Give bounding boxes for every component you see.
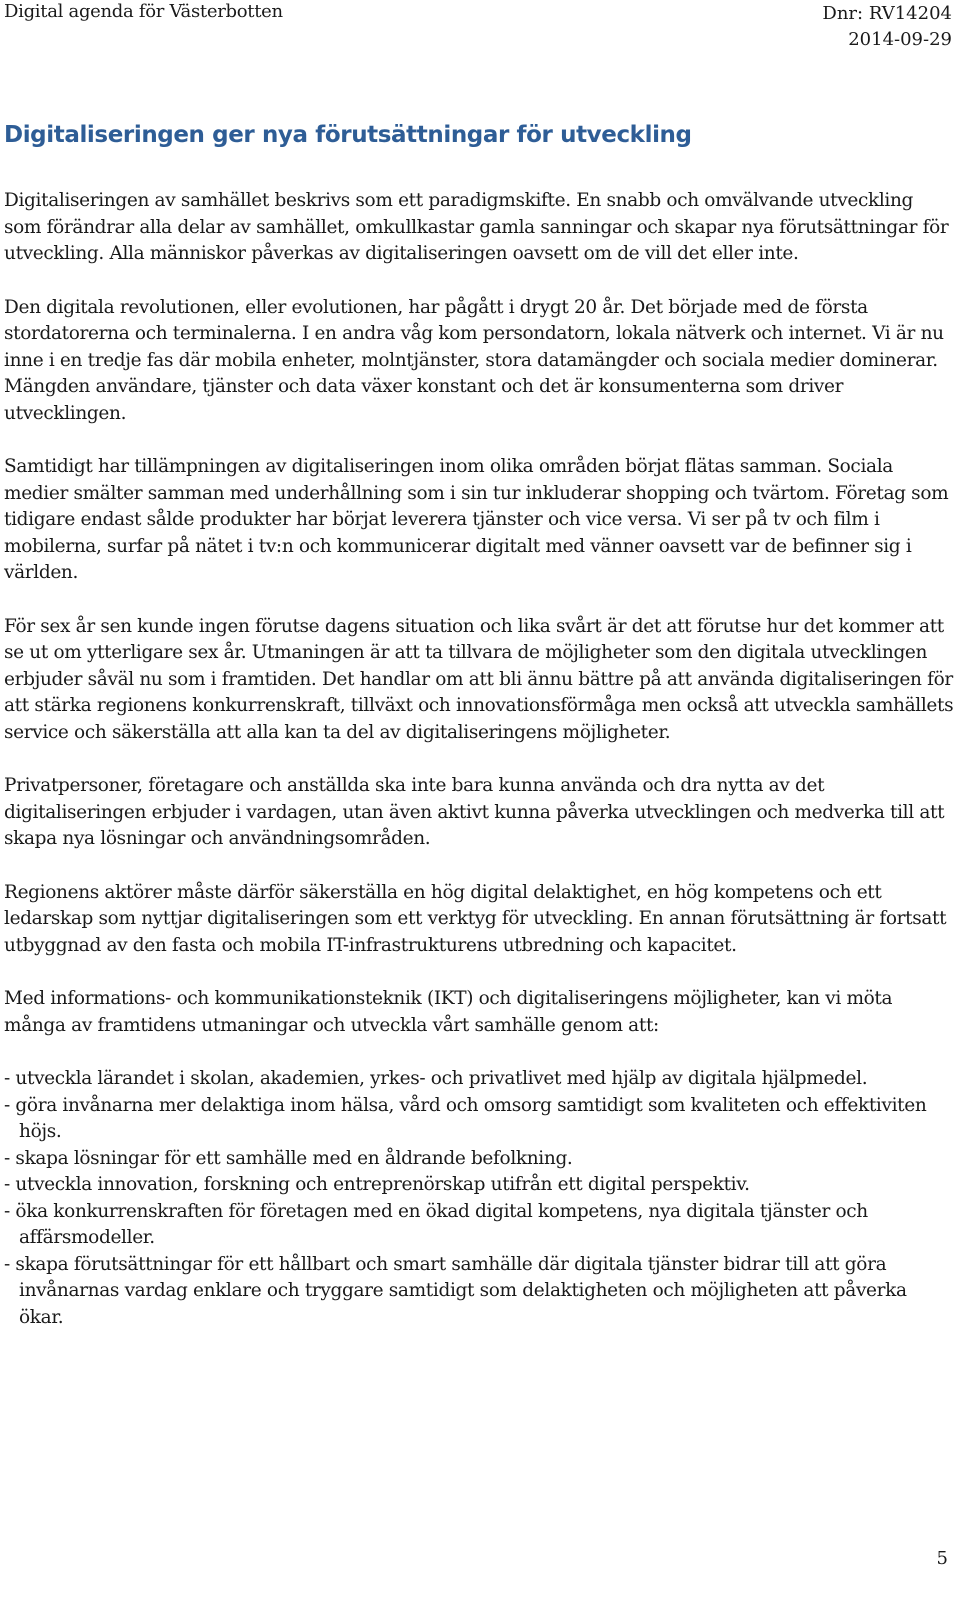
paragraph: För sex år sen kunde ingen förutse dagens situation och lika svårt är det att förutse hur det kommer att se ut om ytterligare sex år. Utmaningen är att ta tillvara de möjligheter som den digitala utvecklingen erbjuder såväl nu som i framtiden. Det handlar om att bli ännu bättre på att använda digitaliseringen för att stärka regionens konkurrenskraft, tillväxt och innovationsförmåga men också att utveckla samhällets service och säkerställa att alla kan ta del av digitaliseringens möjligheter. xyxy=(4,615,954,743)
goal-list xyxy=(4,1066,954,1331)
list-item: - göra invånarna mer delaktiga inom hälsa, vård och omsorg samtidigt som kvaliteten och effektiviten höjs. xyxy=(4,1094,927,1142)
document-body xyxy=(4,122,954,1331)
paragraph: Privatpersoner, företagare och anställda ska inte bara kunna använda och dra nytta av det digitaliseringen erbjuder i vardagen, utan även aktivt kunna påverka utvecklingen och medverka till att skapa nya lösningar och användningsområden. xyxy=(4,775,945,849)
list-item: - skapa förutsättningar för ett hållbart och smart samhälle där digitala tjänster bidrar till att göra invånarnas vardag enklare och tryggare samtidigt som delaktigheten och möjligheten att påverka ökar. xyxy=(4,1253,907,1328)
diary-number: Dnr: RV14204 xyxy=(822,3,952,24)
list-item: - skapa lösningar för ett samhälle med en åldrande befolkning. xyxy=(4,1147,573,1169)
paragraph: Regionens aktörer måste därför säkerställa en hög digital delaktighet, en hög kompetens och ett ledarskap som nyttjar digitaliseringen som ett verktyg för utveckling. En annan förutsättning är fortsatt utbyggnad av den fasta och mobila IT-infrastrukturens utbredning och kapacitet. xyxy=(4,881,947,956)
paragraph: Med informations- och kommunikationsteknik (IKT) och digitaliseringens möjligheter, kan vi möta många av framtidens utmaningar och utveckla vårt samhälle genom att: xyxy=(4,988,893,1036)
paragraph: Den digitala revolutionen, eller evolutionen, har pågått i drygt 20 år. Det började med de första stordatorerna och terminalerna. I en andra våg kom persondatorn, lokala nätverk och internet. Vi är nu inne i en tredje fas där mobila enheter, molntjänster, stora datamängder och sociala medier dominerar. Mängden användare, tjänster och data växer konstant och det är konsumenterna som driver utvecklingen. xyxy=(4,296,944,424)
document-date: 2014-09-29 xyxy=(848,29,952,50)
list-item: - öka konkurrenskraften för företagen med en ökad digital kompetens, nya digitala tjänster och affärsmodeller. xyxy=(4,1200,868,1248)
list-item: - utveckla lärandet i skolan, akademien, yrkes- och privatlivet med hjälp av digitala hjälpmedel. xyxy=(4,1068,868,1089)
paragraph: Samtidigt har tillämpningen av digitaliseringen inom olika områden börjat flätas samman. Sociala medier smälter samman med underhållning som i sin tur inkluderar shopping och tvärtom. Företag som tidigare endast sålde produkter har börjat leverera tjänster och vice versa. Vi ser på tv och film i mobilerna, surfar på nätet i tv:n och kommunicerar digitalt med vänner oavsett var de befinner sig i världen. xyxy=(4,456,949,583)
document-title-header: Digital agenda för Västerbotten xyxy=(4,1,283,22)
page-number: 5 xyxy=(936,1548,948,1569)
section-heading: Digitaliseringen ger nya förutsättningar för utveckling xyxy=(4,122,692,148)
document-meta xyxy=(822,1,952,53)
list-item: - utveckla innovation, forskning och entreprenörskap utifrån ett digital perspektiv. xyxy=(4,1174,750,1195)
page-header xyxy=(0,0,960,52)
paragraph: Digitaliseringen av samhället beskrivs som ett paradigmskifte. En snabb och omvälvande utveckling som förändrar alla delar av samhället, omkullkastar gamla sanningar och skapar nya förutsättningar för utveckling. Alla människor påverkas av digitaliseringen oavsett om de vill det eller inte. xyxy=(4,190,949,264)
